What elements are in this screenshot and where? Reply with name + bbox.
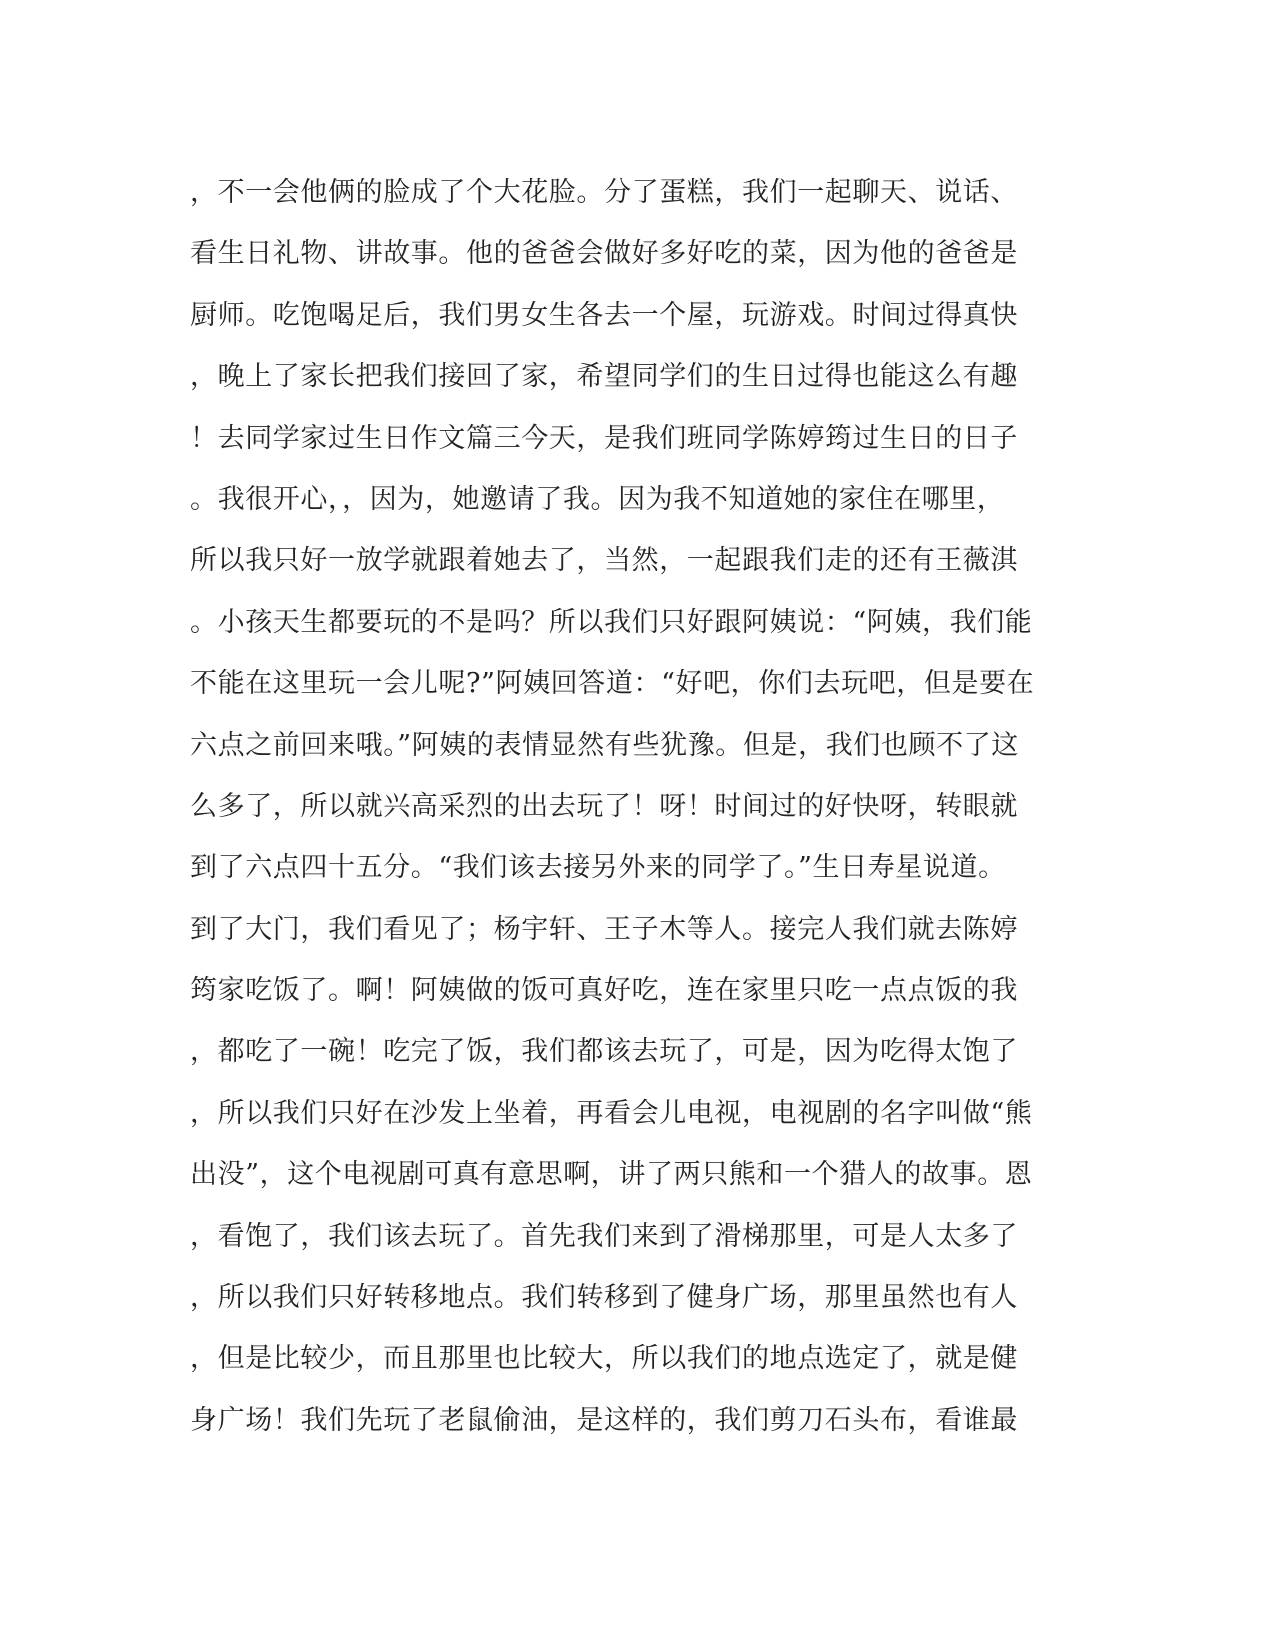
text-line: 看生日礼物、讲故事。他的爸爸会做好多好吃的菜，因为他的爸爸是 — [190, 238, 1018, 270]
text-line: ，看饱了，我们该去玩了。首先我们来到了滑梯那里，可是人太多了 — [190, 1220, 1018, 1252]
text-line: 六点之前回来哦。”阿姨的表情显然有些犹豫。但是，我们也顾不了这 — [190, 729, 1019, 761]
text-line: 身广场！我们先玩了老鼠偷油，是这样的，我们剪刀石头布，看谁最 — [190, 1404, 1018, 1436]
text-line: 么多了，所以就兴高采烈的出去玩了！呀！时间过的好快呀，转眼就 — [190, 790, 1018, 822]
text-line: ，所以我们只好转移地点。我们转移到了健身广场，那里虽然也有人 — [190, 1282, 1018, 1314]
text-line: 。小孩天生都要玩的不是吗？所以我们只好跟阿姨说：“阿姨，我们能 — [190, 606, 1033, 638]
text-line: ，但是比较少，而且那里也比较大，所以我们的地点选定了，就是健 — [190, 1343, 1018, 1375]
text-line: 。我很开心，，因为，她邀请了我。因为我不知道她的家住在哪里， — [190, 483, 1005, 515]
text-line: 到了大门，我们看见了；杨宇轩、王子木等人。接完人我们就去陈婷 — [190, 913, 1018, 945]
text-line: 到了六点四十五分。“我们该去接另外来的同学了。”生日寿星说道。 — [190, 852, 1006, 884]
text-line: 筠家吃饭了。啊！阿姨做的饭可真好吃，连在家里只吃一点点饭的我 — [190, 975, 1018, 1007]
text-line: ，晚上了家长把我们接回了家，希望同学们的生日过得也能这么有趣 — [190, 361, 1018, 393]
text-line: 所以我只好一放学就跟着她去了，当然，一起跟我们走的还有王薇淇 — [190, 545, 1018, 577]
text-line: 厨师。吃饱喝足后，我们男女生各去一个屋，玩游戏。时间过得真快 — [190, 299, 1018, 331]
text-line: ！去同学家过生日作文篇三今天，是我们班同学陈婷筠过生日的日子 — [190, 422, 1018, 454]
text-line: ，所以我们只好在沙发上坐着，再看会儿电视，电视剧的名字叫做“熊 — [190, 1097, 1033, 1129]
text-line: ，不一会他俩的脸成了个大花脸。分了蛋糕，我们一起聊天、说话、 — [190, 177, 1018, 208]
text-line: ，都吃了一碗！吃完了饭，我们都该去玩了，可是，因为吃得太饱了 — [190, 1036, 1018, 1068]
text-line: 出没”，这个电视剧可真有意思啊，讲了两只熊和一个猎人的故事。恩 — [190, 1159, 1033, 1191]
body-text — [190, 162, 1090, 1451]
text-line: 不能在这里玩一会儿呢?”阿姨回答道：“好吧，你们去玩吧，但是要在 — [190, 668, 1035, 700]
